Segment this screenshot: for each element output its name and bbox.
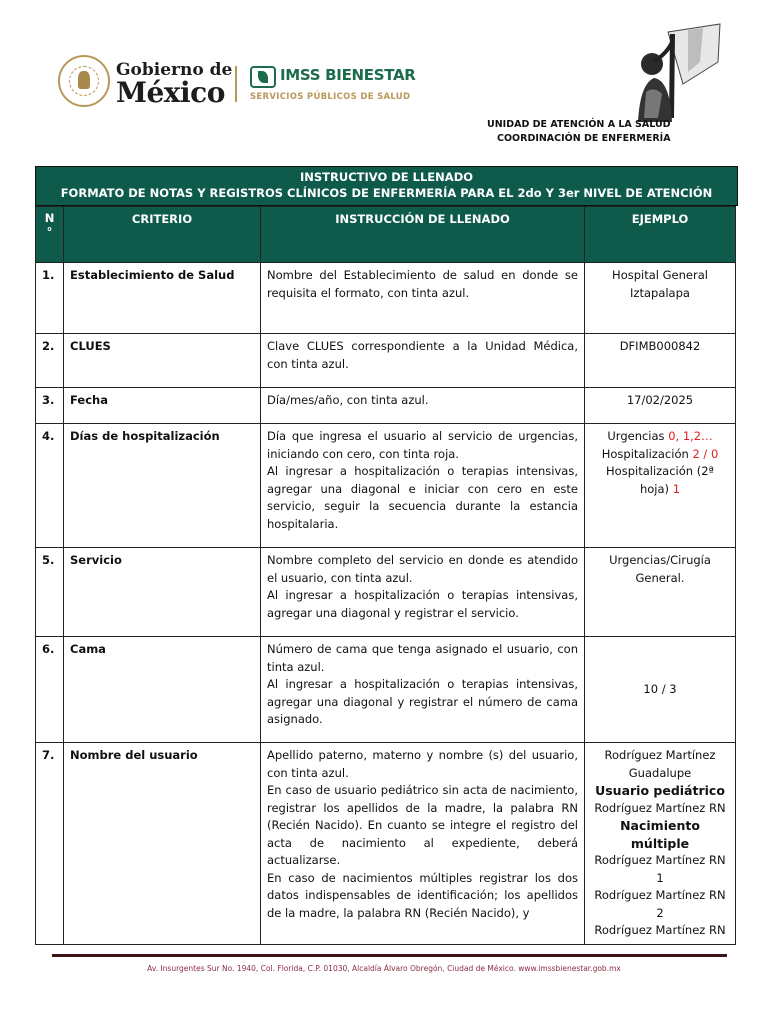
instruction-paragraph: Día que ingresa el usuario al servicio de urgencias, iniciando con cero, con tinta roja. [267,429,578,461]
unit-name: UNIDAD DE ATENCIÓN A LA SALUD [487,119,671,130]
page-header [0,0,768,160]
heroine-flag-icon [628,22,724,122]
table-row [36,637,736,743]
example-red-text: 2 / 0 [692,446,719,461]
row-criterio: CLUES [64,334,261,388]
column-header-instruccion: INSTRUCCIÓN DE LLENADO [261,207,585,263]
column-header-criterio: CRITERIO [64,207,261,263]
example-line: Rodríguez Martínez RN [594,800,726,815]
example-line: Rodríguez Martínez RN 1 [594,853,726,885]
footer-divider [52,954,727,957]
example-text: Hospitalización [601,446,693,461]
row-number: 4. [36,424,64,548]
example-line [591,446,729,464]
instruction-paragraph: Al ingresar a hospitalización o terapias intensivas, agregar una diagonal e iniciar con cero en este servicio, seguir la secuencia durante la estancia hospitalaria. [267,464,578,531]
row-instruction: Nombre del Establecimiento de salud en donde se requisita el formato, con tinta azul. [261,263,585,334]
example-line [591,428,729,446]
instructions-table [35,206,736,945]
imss-logo-subtitle: SERVICIOS PÚBLICOS DE SALUD [250,92,411,102]
example-line [591,463,729,498]
example-line: 10 / 3 [643,681,677,696]
example-text: Urgencias [607,429,669,443]
footer-address: Av. Insurgentes Sur No. 1940, Col. Florida, C.P. 01030, Alcaldía Álvaro Obregón, Ciudad de México. www.imssbienestar.gob.mx [147,964,621,973]
example-text: Hospitalización (2ª hoja) [606,464,714,496]
row-example [585,548,736,637]
instruction-paragraph: En caso de nacimientos múltiples registrar los dos datos indispensables de identificación; los apellidos de la madre, la palabra RN (Recién Nacido), y [267,870,578,920]
row-number: 3. [36,388,64,424]
example-red-text: 0, 1,2… [668,429,713,443]
example-line: Rodríguez Martínez RN 2 [594,888,726,920]
row-instruction [261,548,585,637]
row-example: DFIMB000842 [585,334,736,388]
row-instruction: Clave CLUES correspondiente a la Unidad Médica, con tinta azul. [261,334,585,388]
row-number: 7. [36,743,64,945]
row-number: 5. [36,548,64,637]
row-instruction [261,637,585,743]
imss-leaf-icon [250,66,276,88]
table-row [36,263,736,334]
example-line: Rodríguez Martínez Guadalupe [604,748,716,780]
row-example: 17/02/2025 [585,388,736,424]
title-line2: FORMATO DE NOTAS Y REGISTROS CLÍNICOS DE ENFERMERÍA PARA EL 2do Y 3er NIVEL DE ATENCIÓN [60,186,713,200]
table-row [36,388,736,424]
imss-logo-name: IMSS BIENESTAR [280,66,416,84]
row-example [585,743,736,945]
table-row [36,548,736,637]
row-criterio: Días de hospitalización [64,424,261,548]
row-number: 1. [36,263,64,334]
column-header-number [36,207,64,263]
row-example [585,637,736,743]
example-line: General. [635,570,685,585]
instruction-paragraph: Al ingresar a hospitalización o terapias intensivas, agregar una diagonal y registrar el número de cama asignado. [267,677,578,726]
gobierno-logo-line2: México [116,76,225,109]
table-row [36,743,736,945]
gobierno-logo-line1: Gobierno de [116,60,233,80]
row-criterio: Servicio [64,548,261,637]
row-example [585,424,736,548]
number-header-a: N [44,211,55,225]
row-instruction [261,743,585,945]
mexico-seal-icon [58,55,110,107]
row-criterio: Fecha [64,388,261,424]
instruction-paragraph: Al ingresar a hospitalización o terapias intensivas, agregar una diagonal y registrar el servicio. [267,588,578,620]
row-instruction [261,424,585,548]
example-subheading: Nacimiento múltiple [620,818,700,851]
table-row [36,424,736,548]
title-line1: INSTRUCTIVO DE LLENADO [299,170,474,184]
row-criterio: Establecimiento de Salud [64,263,261,334]
number-header-b: ° [46,225,53,239]
document-title [35,166,738,206]
instruction-paragraph: Apellido paterno, materno y nombre (s) del usuario, con tinta azul. [267,748,578,780]
example-line: Hospital General [612,268,708,282]
logo-divider [235,66,237,102]
example-line: Iztapalapa [630,285,690,300]
instruction-paragraph: En caso de usuario pediátrico sin acta de nacimiento, registrar los apellidos de la madre, la palabra RN (Recién Nacido). En cuanto se integre el registro del acta de nacimiento al expediente, deberá actualizarse. [267,783,578,867]
row-criterio: Nombre del usuario [64,743,261,945]
row-number: 6. [36,637,64,743]
instruction-paragraph: Nombre completo del servicio en donde es atendido el usuario, con tinta azul. [267,553,578,585]
row-criterio: Cama [64,637,261,743]
example-subheading: Usuario pediátrico [595,783,725,798]
example-line: Urgencias/Cirugía [609,553,711,567]
table-row [36,334,736,388]
example-red-text: 1 [672,481,681,496]
coordination-name: COORDINACIÓN DE ENFERMERÍA [497,133,671,144]
instruction-paragraph: Número de cama que tenga asignado el usuario, con tinta azul. [267,642,578,674]
row-instruction: Día/mes/año, con tinta azul. [261,388,585,424]
example-line: Rodríguez Martínez RN [594,923,726,937]
row-example [585,263,736,334]
column-header-ejemplo: EJEMPLO [585,207,736,263]
table-header-row [36,207,736,263]
row-number: 2. [36,334,64,388]
